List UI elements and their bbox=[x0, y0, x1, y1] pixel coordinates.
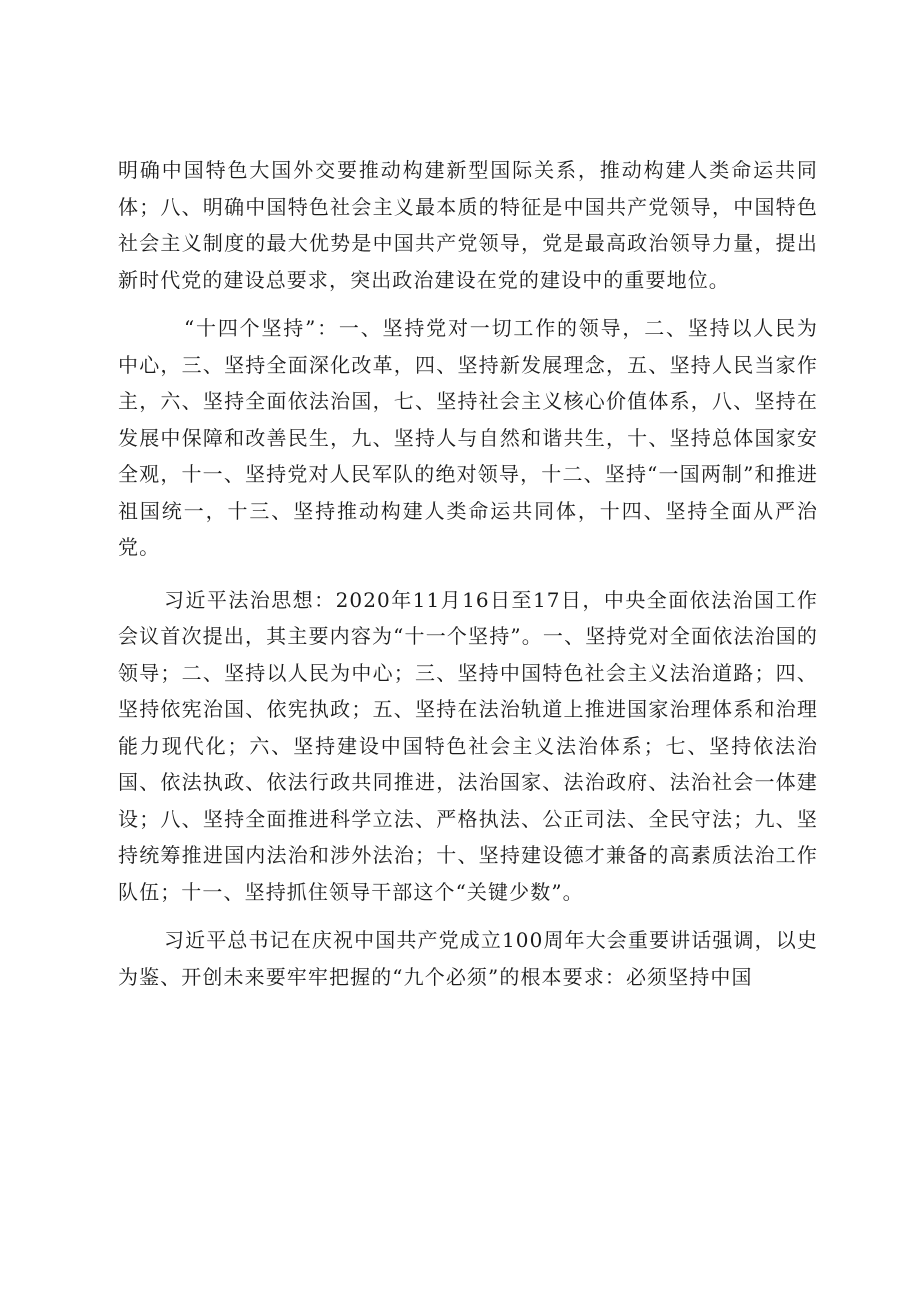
paragraph-rule-of-law-thought: 习近平法治思想：2020年11月16日至17日，中央全面依法治国工作会议首次提出，其主要内容为“十一个坚持”。一、坚持党对全面依法治国的领导；二、坚持以人民为中心；三、坚持中国特色社会主义法治道路；四、坚持依宪治国、依宪执政；五、坚持在法治轨道上推进国家治理体系和治理能力现代化；六、坚持建设中国特色社会主义法治体系；七、坚持依法治国、依法执政、依法行政共同推进，法治国家、法治政府、法治社会一体建设；八、坚持全面推进科学立法、严格执法、公正司法、全民守法；九、坚持统筹推进国内法治和涉外法治；十、坚持建设德才兼备的高素质法治工作队伍；十一、坚持抓住领导干部这个“关键少数”。 bbox=[118, 587, 818, 904]
paragraph-nine-musts: 习近平总书记在庆祝中国共产党成立100周年大会重要讲话强调，以史为鉴、开创未来要牢牢把握的“九个必须”的根本要求：必须坚持中国 bbox=[118, 928, 818, 989]
paragraph-fourteen-adherences: “十四个坚持”：一、坚持党对一切工作的领导，二、坚持以人民为中心，三、坚持全面深化改革，四、坚持新发展理念，五、坚持人民当家作主，六、坚持全面依法治国，七、坚持社会主义核心价值体系，八、坚持在发展中保障和改善民生，九、坚持人与自然和谐共生，十、坚持总体国家安全观，十一、坚持党对人民军队的绝对领导，十二、坚持“一国两制”和推进祖国统一，十三、坚持推动构建人类命运共同体，十四、坚持全面从严治党。 bbox=[118, 316, 818, 559]
document-page bbox=[118, 152, 818, 995]
paragraph-diplomacy-continuation: 明确中国特色大国外交要推动构建新型国际关系，推动构建人类命运共同体；八、明确中国特色社会主义最本质的特征是中国共产党领导，中国特色社会主义制度的最大优势是中国共产党领导，党是最高政治领导力量，提出新时代党的建设总要求，突出政治建设在党的建设中的重要地位。 bbox=[118, 158, 818, 292]
